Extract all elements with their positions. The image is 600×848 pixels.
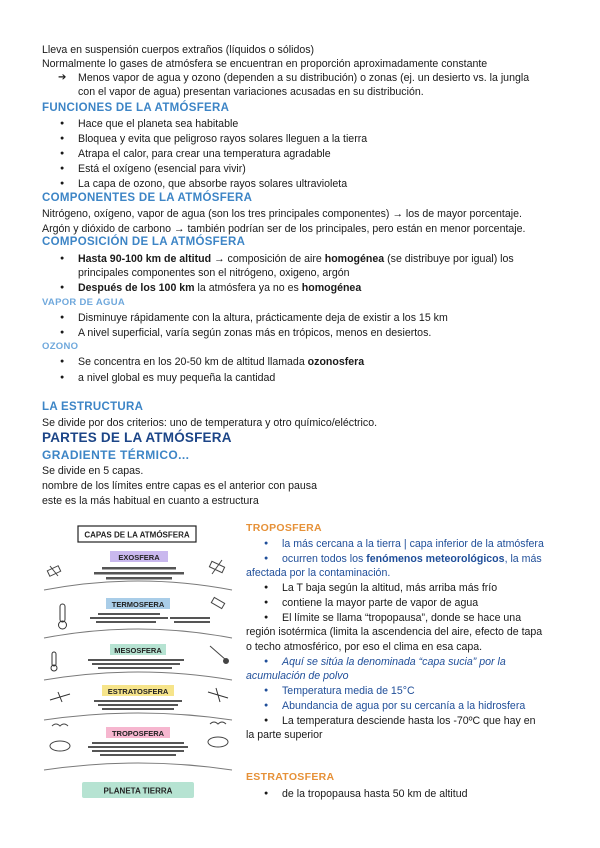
composicion-item-1: ● Hasta 90-100 km de altitud → composición de aire homogénea (se distribuye por igual) los — [78, 252, 514, 266]
vapor-item: ● A nivel superficial, varía según zonas más en trópicos, menos en desiertos. — [78, 326, 431, 340]
mesosfera-text-line — [88, 659, 184, 661]
vapor-item: ● Disminuye rápidamente con la altura, prácticamente deja de existir a los 15 km — [78, 311, 448, 325]
troposfera-item-line-2: región isotérmica (limita la ascendencia del aire, efecto de tapa — [246, 626, 543, 638]
estratosfera-text-line — [98, 704, 178, 706]
gradiente-heading: GRADIENTE TÉRMICO... — [42, 448, 190, 462]
mesosfera-text-line — [98, 667, 172, 669]
exosfera-text-line — [102, 567, 176, 570]
componentes-line-2: Argón y dióxido de carbono → también podrían ser de los principales, pero están en menor porcentaje. — [42, 223, 526, 235]
funciones-item: ● La capa de ozono, que absorbe rayos solares ultravioleta — [78, 177, 347, 191]
ozono-item-1: ● Se concentra en los 20-50 km de altitud llamada ozonosfera — [78, 355, 364, 369]
intro-line-1: Lleva en suspensión cuerpos extraños (líquidos o sólidos) — [42, 44, 315, 56]
troposfera-item-line-2: afectada por la contaminación. — [246, 567, 391, 579]
troposfera-item: ● Abundancia de agua por su cercanía a la hidrosfera — [282, 699, 525, 713]
estratosfera-text-line — [94, 700, 182, 702]
termosfera-text-line — [170, 617, 210, 619]
troposfera-label: TROPOSFERA — [111, 729, 165, 738]
troposfera-item: ● La temperatura desciende hasta los -70ºC que hay en — [282, 714, 536, 728]
termosfera-text-line — [90, 617, 168, 619]
troposfera-item-line-2: la parte superior — [246, 729, 323, 741]
estratosfera-text-line — [102, 708, 174, 710]
troposfera-item: ● La T baja según la altitud, más arriba más frío — [282, 581, 497, 595]
troposfera-text-line — [88, 746, 188, 748]
planeta-label: PLANETA TIERRA — [103, 786, 173, 796]
troposfera-item: ● Temperatura media de 15°C — [282, 684, 415, 698]
troposfera-item: ● Aquí se sitúa la denominada “capa sucia” por la — [282, 655, 506, 669]
funciones-item: ● Bloquea y evita que peligroso rayos solares lleguen a la tierra — [78, 132, 367, 146]
troposfera-text-line — [92, 742, 184, 744]
termosfera-label: TERMOSFERA — [111, 600, 165, 609]
termosfera-text-line — [96, 621, 156, 623]
funciones-item: ● Está el oxígeno (esencial para vivir) — [78, 162, 246, 176]
estructura-heading: LA ESTRUCTURA — [42, 401, 144, 413]
ozono-heading: OZONO — [42, 341, 79, 352]
intro-arrow-line-2: con el vapor de agua) presentan variaciones acusadas en su distribución. — [78, 86, 424, 98]
funciones-item: ● Atrapa el calor, para crear una temperatura agradable — [78, 147, 331, 161]
troposfera-item: ● ocurren todos los fenómenos meteorológicos, la más — [282, 552, 542, 566]
partes-line-1: Se divide en 5 capas. — [42, 465, 144, 477]
termosfera-text-line — [174, 621, 210, 623]
funciones-heading: FUNCIONES DE LA ATMÓSFERA — [42, 102, 230, 114]
exosfera-text-line — [106, 577, 172, 580]
intro-arrow-line-1: ➔ Menos vapor de agua y ozono (dependen a su distribución) o zonas (ej. un desierto vs. la jungla — [78, 71, 529, 85]
termosfera-text-line — [98, 613, 160, 615]
troposfera-text-line — [100, 754, 176, 756]
troposfera-item: ● la más cercana a la tierra | capa inferior de la atmósfera — [282, 537, 544, 551]
exosfera-text-line — [94, 572, 184, 575]
composicion-item-2: ● Después de los 100 km la atmósfera ya no es homogénea — [78, 281, 361, 295]
ozono-item-2: ● a nivel global es muy pequeña la cantidad — [78, 371, 275, 385]
partes-heading: PARTES DE LA ATMÓSFERA — [42, 430, 232, 445]
partes-line-2: nombre de los límites entre capas es el anterior con pausa — [42, 480, 317, 492]
mesosfera-text-line — [92, 663, 180, 665]
estructura-line: Se divide por dos criterios: uno de temperatura y otro químico/eléctrico. — [42, 417, 378, 429]
estratosfera-heading: ESTRATOSFERA — [246, 771, 335, 783]
atmosphere-layers-diagram — [40, 520, 236, 808]
diagram-title: CAPAS DE LA ATMÓSFERA — [84, 530, 190, 540]
estratosfera-item: ● de la tropopausa hasta 50 km de altitud — [282, 787, 468, 801]
mesosfera-label: MESOSFERA — [114, 646, 162, 655]
troposfera-item: ● contiene la mayor parte de vapor de agua — [282, 596, 478, 610]
componentes-line-1: Nitrógeno, oxígeno, vapor de agua (son los tres principales componentes) → los de mayor porcentaje. — [42, 208, 522, 220]
estratosfera-label: ESTRATOSFERA — [107, 687, 169, 696]
intro-line-2: Normalmente lo gases de atmósfera se encuentran en proporción aproximadamente constante — [42, 58, 488, 70]
funciones-item: ● Hace que el planeta sea habitable — [78, 117, 238, 131]
troposfera-item: ● El límite se llama “tropopausa”, donde se hace una — [282, 611, 521, 625]
vapor-heading: VAPOR DE AGUA — [42, 297, 126, 308]
composicion-item-1-line-2: principales componentes son el nitrógeno, oxigeno, argón — [78, 267, 350, 279]
troposfera-item-line-2: acumulación de polvo — [246, 670, 349, 682]
composicion-heading: COMPOSICIÓN DE LA ATMÓSFERA — [42, 236, 246, 248]
troposfera-item-line-3: o techo atmosférico, por eso el clima en esa capa. — [246, 641, 483, 653]
partes-line-3: este es la más habitual en cuanto a estructura — [42, 495, 259, 507]
troposfera-heading: TROPOSFERA — [246, 522, 322, 534]
troposfera-text-line — [92, 750, 184, 752]
exosfera-label: EXOSFERA — [118, 553, 160, 562]
componentes-heading: COMPONENTES DE LA ATMÓSFERA — [42, 192, 253, 204]
